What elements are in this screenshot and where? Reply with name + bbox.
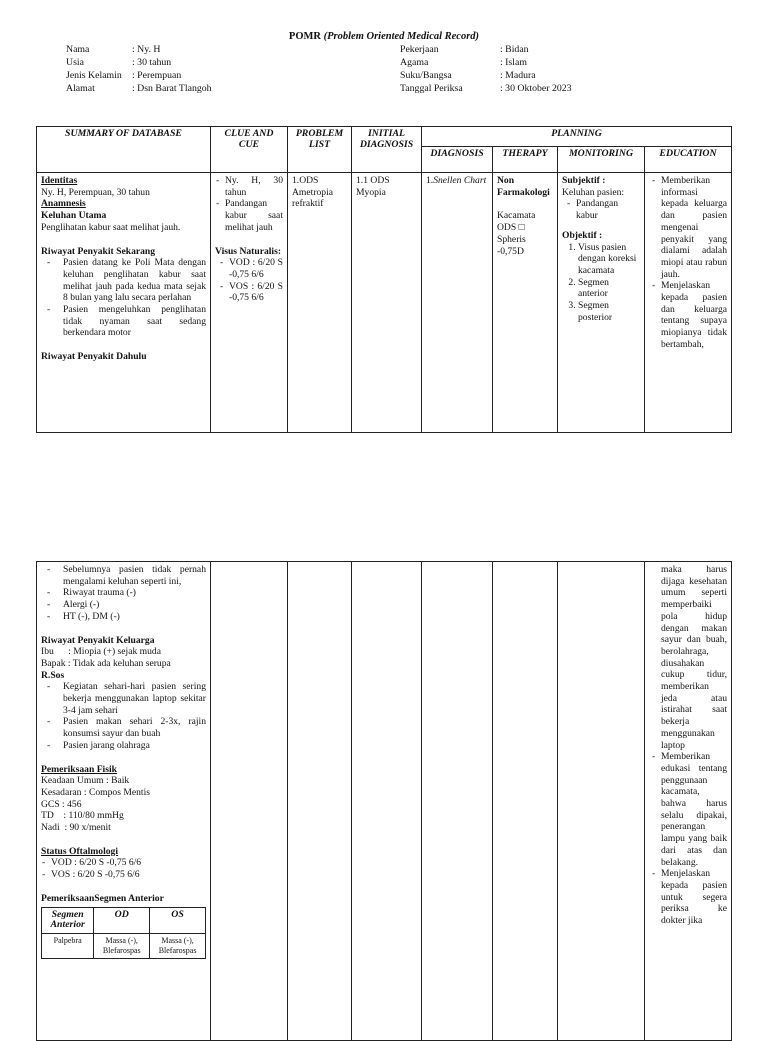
patient-info-left: [66, 44, 212, 96]
mini-header: Segmen Anterior: [42, 907, 94, 934]
section-heading: Riwayat Penyakit Dahulu: [41, 351, 147, 363]
list-item: - VOD : 6/20 S -0,75 6/6: [229, 257, 283, 280]
problem-cell: 1.ODS Ametropia refraktif: [288, 173, 352, 433]
info-value: : Bidan: [500, 44, 529, 55]
list-item: - Ny. H, 30 tahun: [225, 175, 283, 198]
list-item: - Riwayat trauma (-): [63, 587, 206, 599]
list-item: - Pasien datang ke Poli Mata dengan keluhan penglihatan kabur saat melihat jauh pada kedua mata sejak 8 bulan yang lalu secara perlahan: [63, 257, 206, 304]
fisik-line: TD : 110/80 mmHg: [41, 810, 124, 822]
diagnosis-text: Snellen Chart: [433, 175, 487, 186]
summary-cell: [37, 173, 211, 433]
list-item: 1. Visus pasien dengan koreksi kacamata: [578, 242, 640, 277]
header-diagnosis: DIAGNOSIS: [422, 147, 493, 173]
fisik-line: Keadaan Umum : Baik: [41, 775, 130, 787]
header-monitoring: MONITORING: [558, 147, 645, 173]
header-initial: INITIAL DIAGNOSIS: [352, 127, 422, 173]
info-label: Usia: [66, 57, 84, 68]
education-cell: [645, 562, 732, 1041]
header-planning: PLANNING: [422, 127, 732, 147]
monitoring-cell: [558, 173, 645, 433]
section-heading: Subjektif :: [562, 175, 606, 186]
keluhan-text: Penglihatan kabur saat melihat jauh.: [41, 221, 181, 233]
pomr-table-page1: [36, 126, 732, 433]
list-item: - Pandangan kabur: [576, 198, 640, 221]
education-cell: [645, 173, 732, 433]
list-item: - VOD : 6/20 S -0,75 6/6: [51, 857, 206, 869]
fisik-line: GCS : 456: [41, 798, 82, 810]
list-item: - Alergi (-): [63, 599, 206, 611]
identitas-text: Ny. H, Perempuan, 30 tahun: [41, 186, 150, 198]
list-item: - Kegiatan sehari-hari pasien sering bekerja menggunakan laptop sekitar 3-4 jam sehari: [63, 681, 206, 716]
section-heading: Anamnesis: [41, 198, 86, 210]
info-label: Nama: [66, 44, 90, 55]
list-item: - VOS : 6/20 S -0,75 6/6: [51, 869, 206, 881]
header-education: EDUCATION: [645, 147, 732, 173]
segmen-anterior-table: [41, 907, 206, 959]
section-heading: Objektif :: [562, 229, 603, 241]
list-item: - Menjelaskan kepada pasien dan keluarga tentang supaya miopianya tidak bertambah,: [661, 280, 727, 350]
info-label: Suku/Bangsa: [400, 70, 452, 81]
subjektif-text: Keluhan pasien:: [562, 186, 625, 198]
diagnosis-cell: [422, 562, 493, 1041]
list-item: 2. Segmen anterior: [578, 277, 640, 300]
diagnosis-cell: [422, 173, 493, 433]
mini-header: OS: [150, 907, 206, 934]
info-value: : Perempuan: [132, 70, 182, 81]
list-item: - Pasien mengeluhkan penglihatan tidak nyaman saat sedang berkendara motor: [63, 304, 206, 339]
header-clue: CLUE AND CUE: [211, 127, 288, 173]
section-heading: R.Sos: [41, 669, 65, 681]
mini-cell: Massa (-), Blefarospas: [150, 934, 206, 959]
section-heading: Status Oftalmologi: [41, 845, 119, 857]
info-value: : Dsn Barat Tlangoh: [132, 83, 212, 94]
list-item: - Pasien makan sehari 2-3x, rajin konsumsi sayur dan buah: [63, 716, 206, 739]
list-item: - VOS : 6/20 S -0,75 6/6: [229, 281, 283, 304]
initial-dx-cell: 1.1 ODS Myopia: [352, 173, 422, 433]
mini-header: OD: [94, 907, 150, 934]
info-label: Jenis Kelamin: [66, 70, 122, 81]
header-summary: SUMMARY OF DATABASE: [37, 127, 211, 173]
info-value: : 30 tahun: [132, 57, 172, 68]
rpk-line: Bapak : Tidak ada keluhan serupa: [41, 657, 171, 669]
clue-cell: [211, 562, 288, 1041]
list-item: - Memberikan edukasi tentang penggunaan kacamata, bahwa harus selalu dipakai, penerangan lampu yang baik dari atas dan belakang.: [661, 751, 727, 868]
summary-cell: [37, 562, 211, 1041]
fisik-line: Nadi : 90 x/menit: [41, 822, 111, 834]
section-heading: Keluhan Utama: [41, 210, 107, 222]
info-label: Pekerjaan: [400, 44, 439, 55]
education-continuation: maka harus dijaga kesehatan umum seperti memperbaiki pola hidup dengan makan sayur dan buah, berolahraga, diusahakan cukup tidur, memberikan jeda atau istirahat saat bekerja menggunakan laptop: [661, 564, 727, 751]
pomr-table-page2: [36, 561, 732, 1041]
mini-cell: Palpebra: [42, 934, 94, 959]
monitoring-cell: [558, 562, 645, 1041]
clue-cell: [211, 173, 288, 433]
therapy-cell: [493, 562, 558, 1041]
list-item: - HT (-), DM (-): [63, 611, 206, 623]
diagnosis-number: 1.: [426, 175, 434, 186]
header-therapy: THERAPY: [493, 147, 558, 173]
problem-cell: [288, 562, 352, 1041]
initial-dx-cell: [352, 562, 422, 1041]
section-heading: Riwayat Penyakit Keluarga: [41, 634, 155, 646]
info-value: : Islam: [500, 57, 527, 68]
section-heading: Visus Naturalis:: [215, 245, 282, 257]
mini-cell: Massa (-), Blefarospas: [94, 934, 150, 959]
therapy-cell: [493, 173, 558, 433]
info-label: Agama: [400, 57, 429, 68]
list-item: - Pasien jarang olahraga: [63, 740, 206, 752]
therapy-title: Non Farmakologi: [497, 175, 550, 198]
patient-info-right: [400, 44, 572, 96]
document-title: POMR (Problem Oriented Medical Record): [288, 31, 480, 42]
list-item: - Sebelumnya pasien tidak pernah mengalami keluhan seperti ini,: [63, 564, 206, 587]
list-item: - Menjelaskan kepada pasien untuk segera periksa ke dokter jika: [661, 868, 727, 927]
info-value: : 30 Oktober 2023: [500, 83, 572, 94]
rpk-line: Ibu : Miopia (+) sejak muda: [41, 646, 161, 658]
section-heading: Riwayat Penyakit Sekarang: [41, 245, 156, 257]
therapy-text: Kacamata ODS □ Spheris -0,75D: [497, 210, 536, 257]
fisik-line: Kesadaran : Compos Mentis: [41, 786, 150, 798]
section-heading: PemeriksaanSegmen Anterior: [41, 892, 164, 904]
info-value: : Ny. H: [132, 44, 161, 55]
section-heading: Pemeriksaan Fisik: [41, 763, 117, 775]
section-heading: Identitas: [41, 175, 78, 186]
header-problem: PROBLEM LIST: [288, 127, 352, 173]
list-item: 3. Segmen posterior: [578, 300, 640, 323]
list-item: - Pandangan kabur saat melihat jauh: [225, 198, 283, 233]
list-item: - Memberikan informasi kepada keluarga dan pasien mengenai penyakit yang dialami adalah miopi atau rabun jauh.: [661, 175, 727, 280]
info-label: Tanggal Periksa: [400, 83, 463, 94]
info-label: Alamat: [66, 83, 95, 94]
info-value: : Madura: [500, 70, 536, 81]
